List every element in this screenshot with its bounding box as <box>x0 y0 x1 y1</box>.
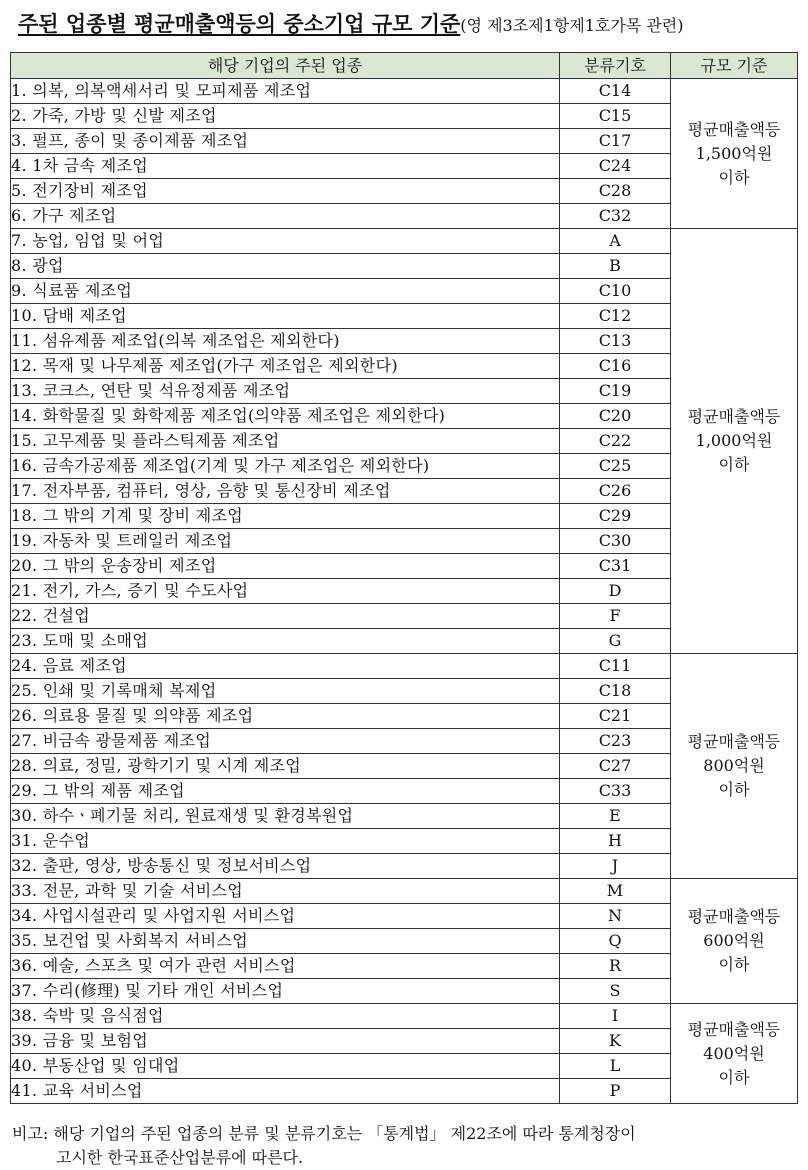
code-cell: P <box>560 1079 671 1104</box>
industry-cell: 41. 교육 서비스업 <box>11 1079 560 1104</box>
page-title <box>18 8 808 38</box>
criterion-line: 평균매출액등 <box>687 119 781 139</box>
industry-cell: 8. 광업 <box>11 254 560 279</box>
industry-cell: 3. 펄프, 종이 및 종이제품 제조업 <box>11 129 560 154</box>
code-cell: N <box>560 904 671 929</box>
code-cell: C11 <box>560 654 671 679</box>
industry-cell: 36. 예술, 스포츠 및 여가 관련 서비스업 <box>11 954 560 979</box>
code-cell: C15 <box>560 104 671 129</box>
header-criterion: 규모 기준 <box>671 53 798 79</box>
table-row <box>11 1004 798 1029</box>
industry-cell: 24. 음료 제조업 <box>11 654 560 679</box>
criterion-cell <box>671 879 798 1004</box>
industry-cell: 32. 출판, 영상, 방송통신 및 정보서비스업 <box>11 854 560 879</box>
code-cell: C14 <box>560 79 671 104</box>
criterion-line: 이하 <box>718 1067 750 1087</box>
industry-cell: 37. 수리(修理) 및 기타 개인 서비스업 <box>11 979 560 1004</box>
code-cell: F <box>560 604 671 629</box>
industry-cell: 17. 전자부품, 컴퓨터, 영상, 음향 및 통신장비 제조업 <box>11 479 560 504</box>
code-cell: C23 <box>560 729 671 754</box>
table-header-row <box>11 53 798 79</box>
industry-cell: 35. 보건업 및 사회복지 서비스업 <box>11 929 560 954</box>
code-cell: C33 <box>560 779 671 804</box>
sme-size-criteria-table <box>10 52 798 1104</box>
industry-cell: 40. 부동산업 및 임대업 <box>11 1054 560 1079</box>
code-cell: C29 <box>560 504 671 529</box>
code-cell: D <box>560 579 671 604</box>
title-subtitle: (영 제3조제1항제1호가목 관련) <box>460 16 684 35</box>
industry-cell: 27. 비금속 광물제품 제조업 <box>11 729 560 754</box>
criterion-line: 600억원 <box>703 931 765 950</box>
footnote-line-1: 비고: 해당 기업의 주된 업종의 분류 및 분류기호는 「통계법」 제22조에 따라 통계청장이 <box>12 1124 636 1143</box>
code-cell: C18 <box>560 679 671 704</box>
header-code: 분류기호 <box>560 53 671 79</box>
industry-cell: 28. 의료, 정밀, 광학기기 및 시계 제조업 <box>11 754 560 779</box>
code-cell: I <box>560 1004 671 1029</box>
industry-cell: 12. 목재 및 나무제품 제조업(가구 제조업은 제외한다) <box>11 354 560 379</box>
industry-cell: 18. 그 밖의 기계 및 장비 제조업 <box>11 504 560 529</box>
criterion-line: 이하 <box>718 455 750 474</box>
industry-cell: 4. 1차 금속 제조업 <box>11 154 560 179</box>
header-industry: 해당 기업의 주된 업종 <box>11 53 560 79</box>
code-cell: C17 <box>560 129 671 154</box>
code-cell: C16 <box>560 354 671 379</box>
code-cell: K <box>560 1029 671 1054</box>
code-cell: C32 <box>560 204 671 229</box>
code-cell: E <box>560 804 671 829</box>
criterion-line: 이하 <box>718 955 750 974</box>
code-cell: R <box>560 954 671 979</box>
footnote <box>12 1122 802 1170</box>
code-cell: C31 <box>560 554 671 579</box>
industry-cell: 22. 건설업 <box>11 604 560 629</box>
code-cell: L <box>560 1054 671 1079</box>
industry-cell: 10. 담배 제조업 <box>11 304 560 329</box>
footnote-line-2: 고시한 한국표준산업분류에 따른다. <box>56 1148 304 1167</box>
industry-cell: 11. 섬유제품 제조업(의복 제조업은 제외한다) <box>11 329 560 354</box>
industry-cell: 20. 그 밖의 운송장비 제조업 <box>11 554 560 579</box>
code-cell: M <box>560 879 671 904</box>
code-cell: A <box>560 229 671 254</box>
industry-cell: 33. 전문, 과학 및 기술 서비스업 <box>11 879 560 904</box>
code-cell: B <box>560 254 671 279</box>
industry-cell: 21. 전기, 가스, 증기 및 수도사업 <box>11 579 560 604</box>
code-cell: C24 <box>560 154 671 179</box>
code-cell: C26 <box>560 479 671 504</box>
criterion-line: 이하 <box>718 780 750 799</box>
industry-cell: 31. 운수업 <box>11 829 560 854</box>
code-cell: C27 <box>560 754 671 779</box>
code-cell: Q <box>560 929 671 954</box>
code-cell: C22 <box>560 429 671 454</box>
industry-cell: 6. 가구 제조업 <box>11 204 560 229</box>
industry-cell: 38. 숙박 및 음식점업 <box>11 1004 560 1029</box>
table-row <box>11 79 798 104</box>
industry-cell: 26. 의료용 물질 및 의약품 제조업 <box>11 704 560 729</box>
criterion-cell <box>671 79 798 229</box>
criterion-cell <box>671 654 798 879</box>
industry-cell: 16. 금속가공제품 제조업(기계 및 가구 제조업은 제외한다) <box>11 454 560 479</box>
industry-cell: 15. 고무제품 및 플라스틱제품 제조업 <box>11 429 560 454</box>
industry-cell: 5. 전기장비 제조업 <box>11 179 560 204</box>
code-cell: H <box>560 829 671 854</box>
industry-cell: 13. 코크스, 연탄 및 석유정제품 제조업 <box>11 379 560 404</box>
criterion-line: 400억원 <box>703 1043 765 1063</box>
criterion-line: 평균매출액등 <box>687 907 781 926</box>
code-cell: C12 <box>560 304 671 329</box>
industry-cell: 29. 그 밖의 제품 제조업 <box>11 779 560 804</box>
code-cell: C20 <box>560 404 671 429</box>
code-cell: C30 <box>560 529 671 554</box>
industry-cell: 23. 도매 및 소매업 <box>11 629 560 654</box>
code-cell: C25 <box>560 454 671 479</box>
industry-cell: 39. 금융 및 보험업 <box>11 1029 560 1054</box>
table-body <box>11 79 798 1104</box>
code-cell: J <box>560 854 671 879</box>
criterion-line: 평균매출액등 <box>687 732 781 751</box>
code-cell: S <box>560 979 671 1004</box>
industry-cell: 9. 식료품 제조업 <box>11 279 560 304</box>
industry-cell: 1. 의복, 의복액세서리 및 모피제품 제조업 <box>11 79 560 104</box>
industry-cell: 14. 화학물질 및 화학제품 제조업(의약품 제조업은 제외한다) <box>11 404 560 429</box>
code-cell: G <box>560 629 671 654</box>
industry-cell: 30. 하수ㆍ폐기물 처리, 원료재생 및 환경복원업 <box>11 804 560 829</box>
industry-cell: 2. 가죽, 가방 및 신발 제조업 <box>11 104 560 129</box>
code-cell: C19 <box>560 379 671 404</box>
criterion-line: 1,500억원 <box>695 143 773 163</box>
code-cell: C28 <box>560 179 671 204</box>
industry-cell: 34. 사업시설관리 및 사업지원 서비스업 <box>11 904 560 929</box>
criterion-line: 이하 <box>718 167 750 187</box>
industry-cell: 25. 인쇄 및 기록매체 복제업 <box>11 679 560 704</box>
industry-cell: 19. 자동차 및 트레일러 제조업 <box>11 529 560 554</box>
criterion-line: 평균매출액등 <box>687 407 781 426</box>
criterion-cell <box>671 1004 798 1104</box>
industry-cell: 7. 농업, 임업 및 어업 <box>11 229 560 254</box>
title-main: 주된 업종별 평균매출액등의 중소기업 규모 기준 <box>18 12 461 36</box>
criterion-cell <box>671 229 798 654</box>
table-row <box>11 879 798 904</box>
criterion-line: 800억원 <box>703 756 765 775</box>
table-row <box>11 229 798 254</box>
criterion-line: 평균매출액등 <box>687 1019 781 1039</box>
code-cell: C10 <box>560 279 671 304</box>
code-cell: C21 <box>560 704 671 729</box>
table-row <box>11 654 798 679</box>
criterion-line: 1,000억원 <box>695 431 773 450</box>
code-cell: C13 <box>560 329 671 354</box>
